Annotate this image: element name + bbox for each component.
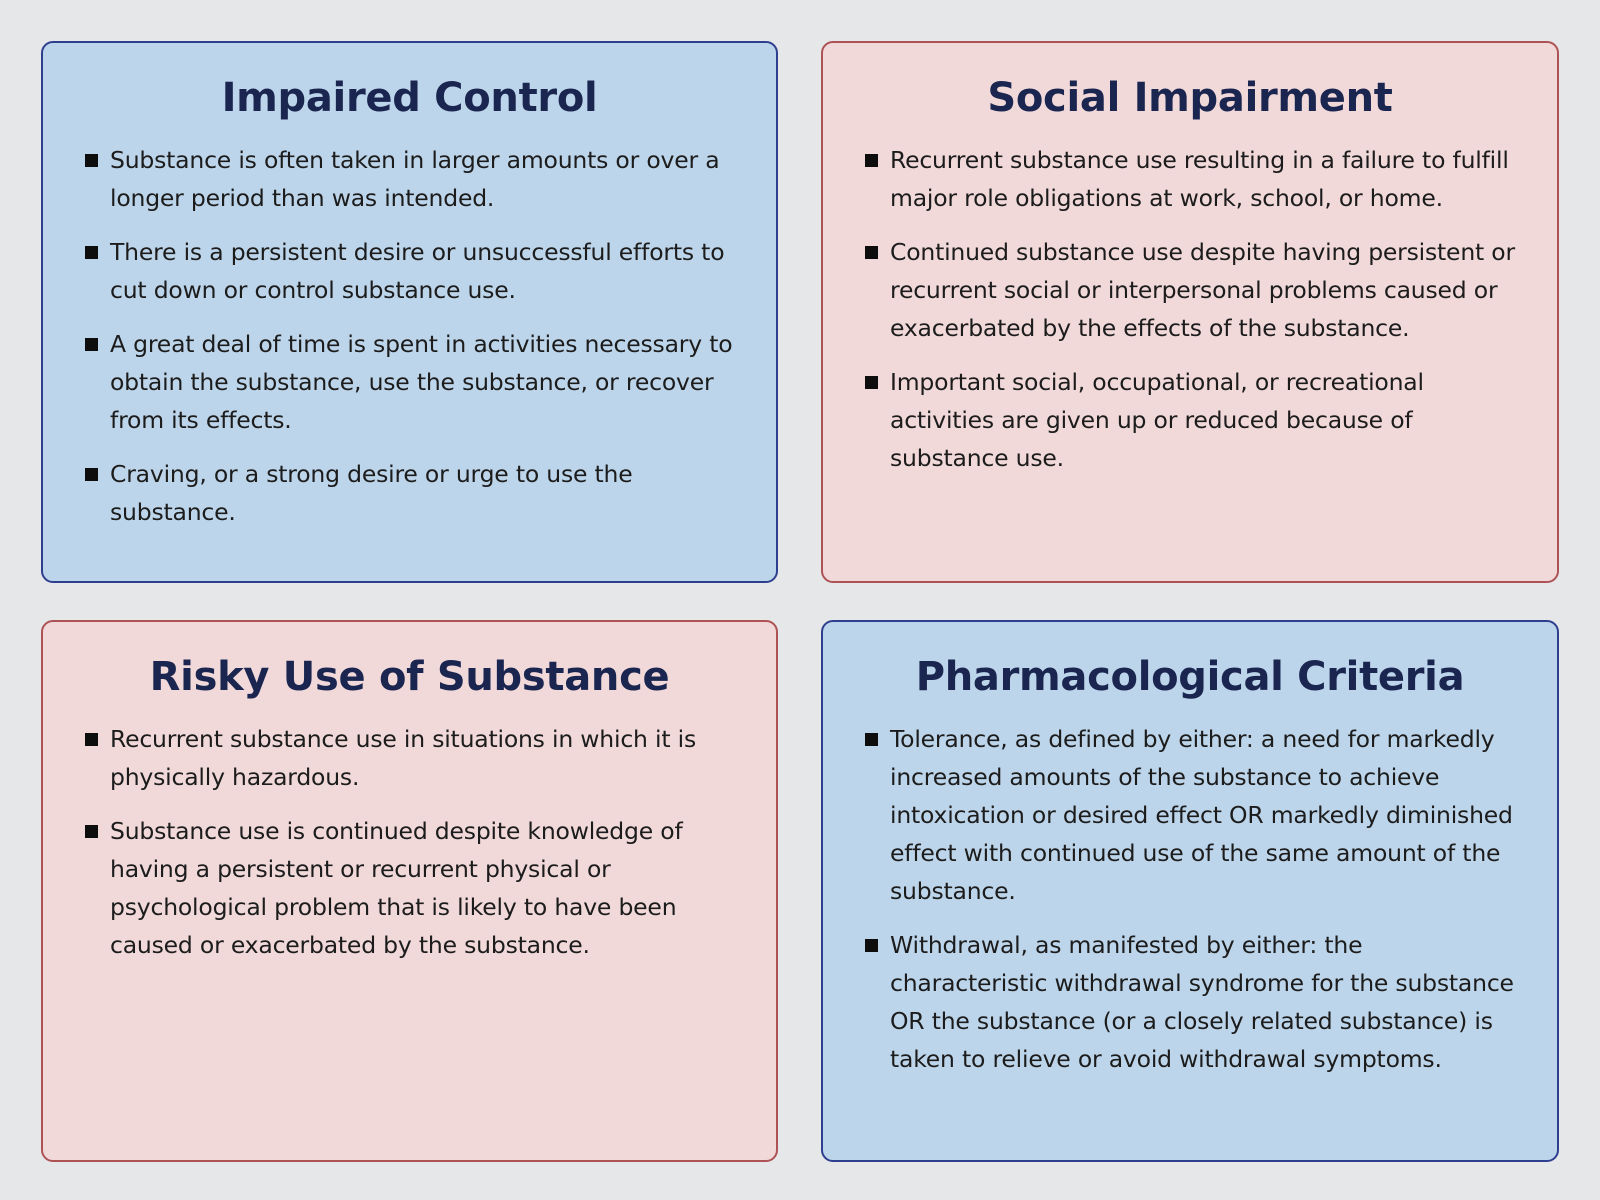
criteria-list [43,141,776,531]
square-bullet-icon [85,338,98,351]
square-bullet-icon [865,939,878,952]
criteria-text: A great deal of time is spent in activities necessary to obtain the substance, use the substance, or recover from its effects. [110,330,733,434]
panel-title: Pharmacological Criteria [915,654,1465,700]
square-bullet-icon [85,246,98,259]
criteria-text: There is a persistent desire or unsuccessful efforts to cut down or control substance use. [110,238,725,304]
social-impairment-panel [821,41,1559,583]
panel-title: Risky Use of Substance [149,654,670,700]
criteria-item [85,455,742,531]
criteria-text: Tolerance, as defined by either: a need for markedly increased amounts of the substance to achieve intoxication or desired effect OR markedly diminished effect with continued use of the same amount of the substance. [890,725,1513,905]
criteria-list [43,720,776,964]
criteria-text: Important social, occupational, or recreational activities are given up or reduced because of substance use. [890,368,1424,472]
risky-use-panel [41,620,778,1162]
criteria-item [865,363,1523,477]
criteria-item [865,233,1523,347]
square-bullet-icon [865,733,878,746]
criteria-item [85,325,742,439]
criteria-list [823,141,1557,477]
criteria-item [865,720,1523,910]
criteria-item [85,233,742,309]
criteria-list [823,720,1557,1078]
criteria-item [865,926,1523,1078]
square-bullet-icon [865,376,878,389]
criteria-item [85,812,742,964]
criteria-text: Substance is often taken in larger amounts or over a longer period than was intended. [110,146,720,212]
panel-title: Social Impairment [987,75,1393,121]
criteria-item [85,720,742,796]
criteria-item [865,141,1523,217]
criteria-text: Substance use is continued despite knowledge of having a persistent or recurrent physical or psychological problem that is likely to have been caused or exacerbated by the substance. [110,817,683,959]
square-bullet-icon [85,825,98,838]
criteria-item [85,141,742,217]
square-bullet-icon [865,246,878,259]
criteria-text: Recurrent substance use in situations in which it is physically hazardous. [110,725,697,791]
pharmacological-criteria-panel [821,620,1559,1162]
impaired-control-panel [41,41,778,583]
panel-title: Impaired Control [221,75,598,121]
criteria-text: Craving, or a strong desire or urge to use the substance. [110,460,633,526]
square-bullet-icon [865,154,878,167]
square-bullet-icon [85,733,98,746]
square-bullet-icon [85,154,98,167]
criteria-text: Continued substance use despite having persistent or recurrent social or interpersonal problems caused or exacerbated by the effects of the substance. [890,238,1515,342]
criteria-text: Withdrawal, as manifested by either: the characteristic withdrawal syndrome for the substance OR the substance (or a closely related substance) is taken to relieve or avoid withdrawal symptoms. [890,931,1514,1073]
square-bullet-icon [85,468,98,481]
criteria-text: Recurrent substance use resulting in a failure to fulfill major role obligations at work, school, or home. [890,146,1509,212]
